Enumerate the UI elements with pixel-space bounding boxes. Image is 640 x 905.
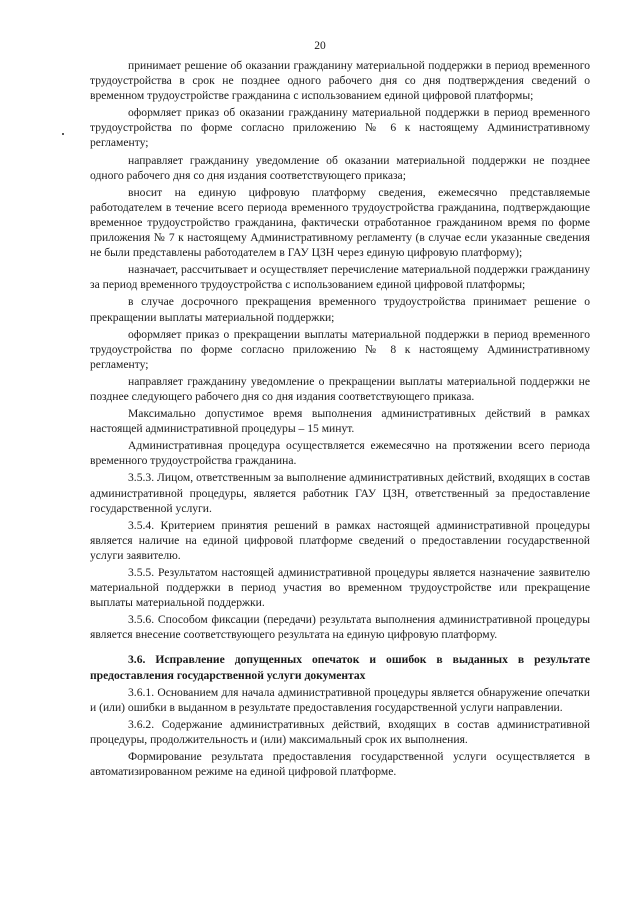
section-paragraph: Формирование результата предоставления государственной услуги осуществляется в автоматизированном режиме на единой цифровой платформе. <box>90 750 590 779</box>
paragraph: 3.5.5. Результатом настоящей административной процедуры является назначение заявителю материальной поддержки в период участия во временном трудоустройстве или прекращение выплаты материальной поддержки. <box>90 566 590 610</box>
section-heading: 3.6. Исправление допущенных опечаток и ошибок в выданных в результате предоставления государственной услуги документах <box>90 653 590 682</box>
paragraph: 3.5.3. Лицом, ответственным за выполнение административных действий, входящих в состав административной процедуры, является работник ГАУ ЦЗН, ответственный за предоставление государственной услуги. <box>90 471 590 515</box>
paragraph: принимает решение об оказании гражданину материальной поддержки в период временного трудоустройства в срок не позднее одного рабочего дня со дня подтверждения сведений о временном трудоустройстве гражданина с использованием единой цифровой платформы; <box>90 59 590 103</box>
section-paragraph: 3.6.1. Основанием для начала административной процедуры является обнаружение опечатки и (или) ошибки в выданном в результате предоставления государственной услуги направлении. <box>90 685 590 714</box>
paragraph: 3.5.6. Способом фиксации (передачи) результата выполнения административной процедуры является внесение соответствующего результата на единую цифровую платформу. <box>90 613 590 642</box>
paragraph: Максимально допустимое время выполнения административных действий в рамках настоящей административной процедуры – 15 минут. <box>90 407 590 436</box>
section-paragraph: 3.6.2. Содержание административных действий, входящих в состав административной процедуры, продолжительность и (или) максимальный срок их выполнения. <box>90 717 590 746</box>
scan-speck <box>62 133 64 135</box>
paragraph: вносит на единую цифровую платформу сведения, ежемесячно представляемые работодателем в течение всего периода временного трудоустройства гражданина, подтверждающие временное трудоустройство гражданина, фактически отработанное гражданином время по форме приложения № 7 к настоящему Административному регламенту (в случае если указанные сведения не были представлены работодателем в ГАУ ЦЗН через единую цифровую платформу); <box>90 185 590 260</box>
page-number: 20 <box>314 40 326 52</box>
paragraph: оформляет приказ о прекращении выплаты материальной поддержки в период временного трудоустройства по форме согласно приложению № 8 к настоящему Административному регламенту; <box>90 327 590 371</box>
paragraph: направляет гражданину уведомление о прекращении выплаты материальной поддержки не позднее следующего рабочего дня со дня издания соответствующего приказа. <box>90 374 590 403</box>
paragraph: в случае досрочного прекращения временного трудоустройства принимает решение о прекращении выплаты материальной поддержки; <box>90 295 590 324</box>
paragraph: Административная процедура осуществляется ежемесячно на протяжении всего периода временного трудоустройства гражданина. <box>90 439 590 468</box>
paragraph: оформляет приказ об оказании гражданину материальной поддержки в период временного трудоустройства по форме согласно приложению № 6 к настоящему Административному регламенту; <box>90 106 590 150</box>
paragraph: направляет гражданину уведомление об оказании материальной поддержки не позднее одного рабочего дня со дня издания соответствующего приказа; <box>90 153 590 182</box>
paragraph: назначает, рассчитывает и осуществляет перечисление материальной поддержки гражданину за период временного трудоустройства с использованием единой цифровой платформы; <box>90 263 590 292</box>
paragraph: 3.5.4. Критерием принятия решений в рамках настоящей административной процедуры является наличие на единой цифровой платформе сведений о предоставлении государственной услуги заявителю. <box>90 518 590 562</box>
document-body <box>90 58 590 781</box>
